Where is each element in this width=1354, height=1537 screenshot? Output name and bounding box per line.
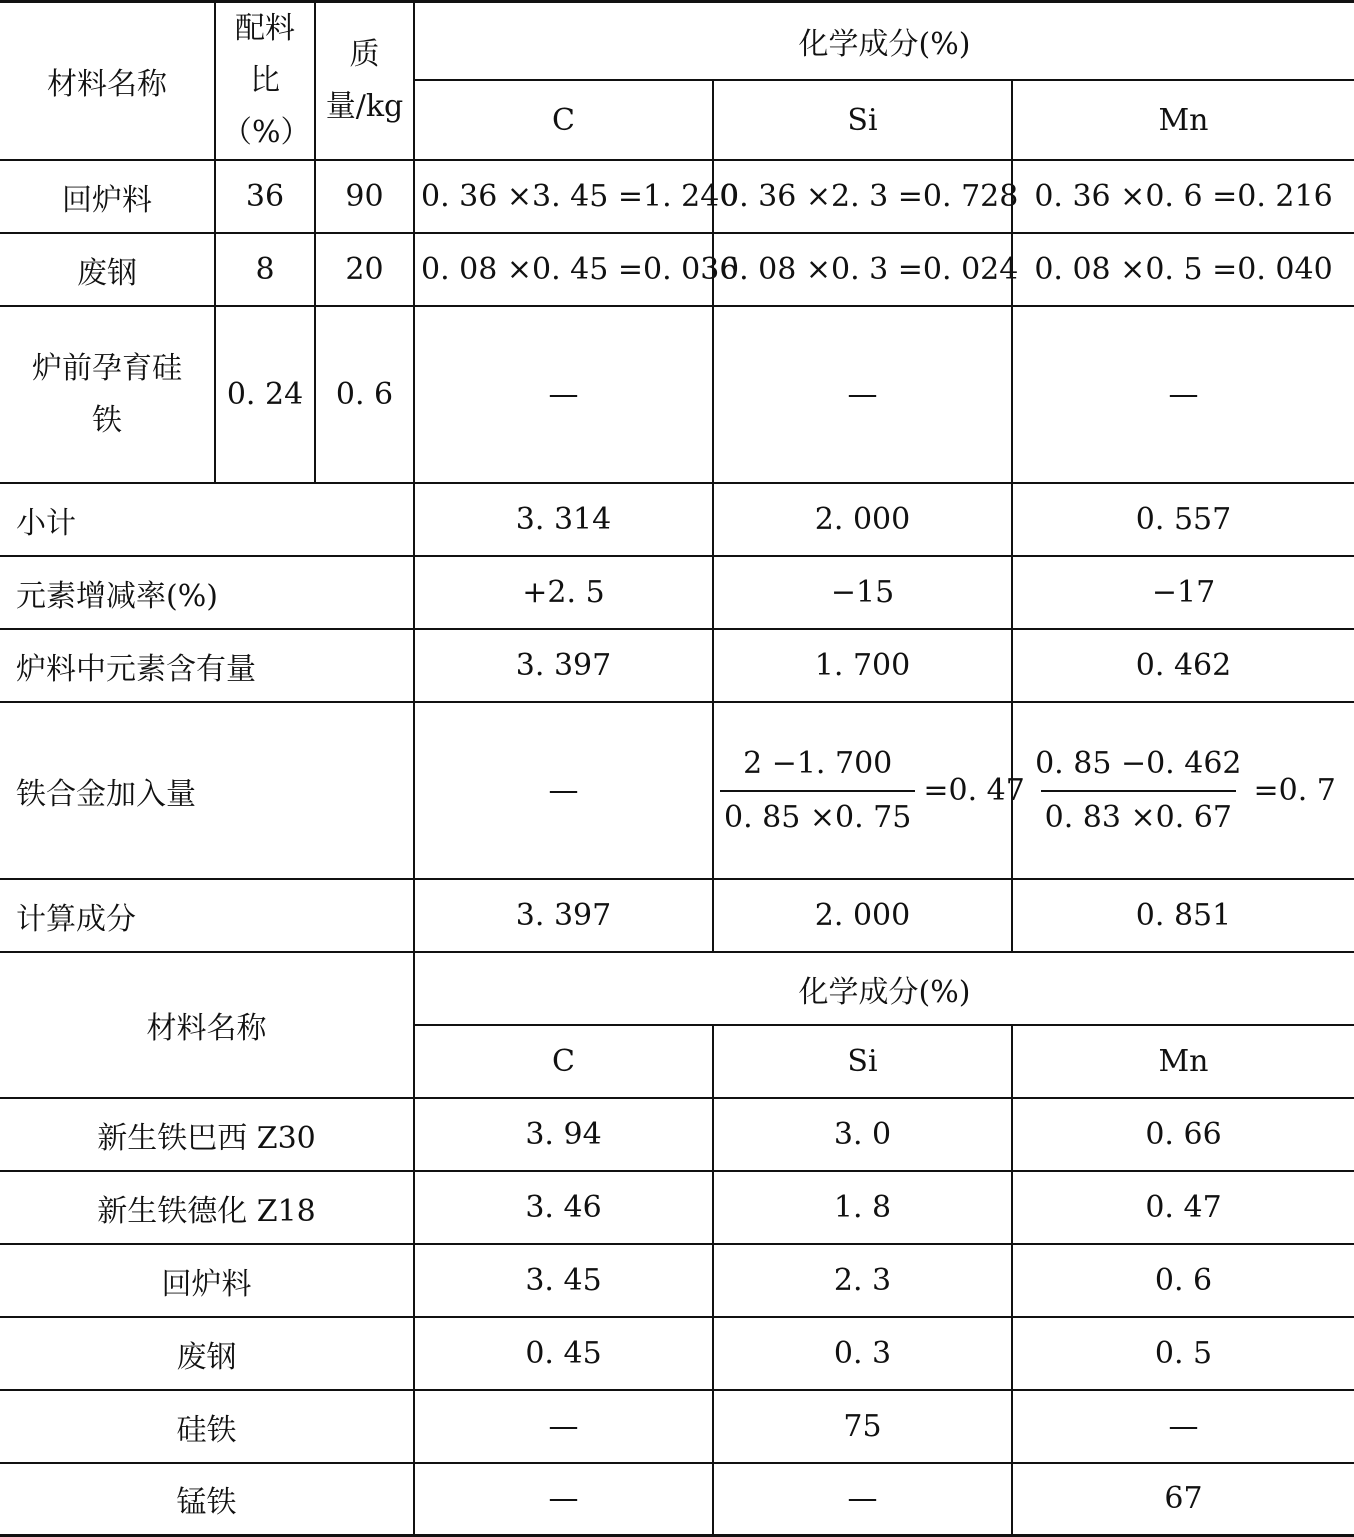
header-material-name: 材料名称: [0, 2, 215, 161]
c-value: 3. 94: [414, 1098, 713, 1171]
mn-value: 0. 08 ×0. 5 =0. 040: [1012, 233, 1354, 306]
table-row: [0, 1317, 1354, 1390]
mn-formula-denominator: 0. 83 ×0. 67: [1041, 790, 1236, 838]
material-name: 新生铁巴西 Z30: [0, 1098, 414, 1171]
table-row: [0, 1171, 1354, 1244]
mn-value: 0. 557: [1012, 483, 1354, 556]
mn-value: 0. 66: [1012, 1098, 1354, 1171]
c-value: 3. 46: [414, 1171, 713, 1244]
si-value: 0. 3: [713, 1317, 1012, 1390]
mn-formula-result: =0. 7: [1253, 773, 1336, 808]
header-mass: 质量/kg: [315, 2, 414, 161]
material-name: 炉前孕育硅铁: [0, 306, 215, 483]
c-value: 3. 397: [414, 879, 713, 952]
ratio-value: 8: [215, 233, 315, 306]
si-value: 0. 08 ×0. 3 =0. 024: [713, 233, 1012, 306]
si-value: —: [713, 306, 1012, 483]
si-value: 0. 36 ×2. 3 =0. 728: [713, 160, 1012, 233]
mn-value: 0. 851: [1012, 879, 1354, 952]
calc-label: 计算成分: [0, 879, 414, 952]
content-label: 炉料中元素含有量: [0, 629, 414, 702]
header2-si: Si: [713, 1025, 1012, 1098]
header2-chemical-composition: 化学成分(%): [414, 952, 1354, 1025]
c-value: 0. 08 ×0. 45 =0. 036: [414, 233, 713, 306]
c-value: 3. 45: [414, 1244, 713, 1317]
table-row: [0, 306, 1354, 483]
c-value: —: [414, 1390, 713, 1463]
table-row: [0, 1390, 1354, 1463]
c-value: 3. 397: [414, 629, 713, 702]
header2-c: C: [414, 1025, 713, 1098]
c-value: +2. 5: [414, 556, 713, 629]
material-name: 废钢: [0, 1317, 414, 1390]
header2-material-name: 材料名称: [0, 952, 414, 1098]
mn-value: —: [1012, 1390, 1354, 1463]
addition-label: 铁合金加入量: [0, 702, 414, 879]
material-name: 新生铁德化 Z18: [0, 1171, 414, 1244]
header-mn: Mn: [1012, 80, 1354, 160]
mn-formula: [1012, 702, 1354, 879]
si-formula: [713, 702, 1025, 879]
mn-value: 0. 462: [1012, 629, 1354, 702]
si-value: 1. 8: [713, 1171, 1012, 1244]
material-name: 回炉料: [0, 1244, 414, 1317]
mn-value: 0. 36 ×0. 6 =0. 216: [1012, 160, 1354, 233]
si-value: 75: [713, 1390, 1012, 1463]
material-name: 废钢: [0, 233, 215, 306]
si-value: 2. 000: [713, 879, 1012, 952]
addition-row: [0, 702, 1354, 879]
c-value: —: [414, 702, 713, 879]
material-name: 锰铁: [0, 1463, 414, 1535]
table-row: [0, 1098, 1354, 1171]
si-value: —: [713, 1463, 1012, 1535]
mn-value: —: [1012, 306, 1354, 483]
si-formula-numerator: 2 −1. 700: [743, 745, 893, 781]
c-value: —: [414, 306, 713, 483]
mn-formula-numerator: 0. 85 −0. 462: [1035, 745, 1242, 781]
material-name: 回炉料: [0, 160, 215, 233]
c-value: 0. 45: [414, 1317, 713, 1390]
mn-value: 0. 5: [1012, 1317, 1354, 1390]
rate-row: [0, 556, 1354, 629]
mn-value: 0. 47: [1012, 1171, 1354, 1244]
subtotal-label: 小计: [0, 483, 414, 556]
calc-row: [0, 879, 1354, 952]
si-formula-denominator: 0. 85 ×0. 75: [720, 790, 915, 838]
header-ratio: 配料比（%）: [215, 2, 315, 161]
header-chemical-composition: 化学成分(%): [414, 2, 1354, 81]
header2-mn: Mn: [1012, 1025, 1354, 1098]
table-row: [0, 1244, 1354, 1317]
table-row: [0, 160, 1354, 233]
si-value: 3. 0: [713, 1098, 1012, 1171]
subtotal-row: [0, 483, 1354, 556]
material-name: 硅铁: [0, 1390, 414, 1463]
c-value: 3. 314: [414, 483, 713, 556]
mass-value: 0. 6: [315, 306, 414, 483]
header-si: Si: [713, 80, 1012, 160]
si-value: 2. 3: [713, 1244, 1012, 1317]
c-value: 0. 36 ×3. 45 =1. 240: [414, 160, 713, 233]
table-row: [0, 1463, 1354, 1535]
mn-value: 0. 6: [1012, 1244, 1354, 1317]
header-c: C: [414, 80, 713, 160]
rate-label: 元素增减率(%): [0, 556, 414, 629]
content-row: [0, 629, 1354, 702]
ratio-value: 36: [215, 160, 315, 233]
mass-value: 90: [315, 160, 414, 233]
si-formula-result: =0. 47: [923, 773, 1025, 808]
c-value: —: [414, 1463, 713, 1535]
si-value: −15: [713, 556, 1012, 629]
mn-value: 67: [1012, 1463, 1354, 1535]
ratio-value: 0. 24: [215, 306, 315, 483]
mass-value: 20: [315, 233, 414, 306]
table-row: [0, 233, 1354, 306]
mn-value: −17: [1012, 556, 1354, 629]
si-value: 1. 700: [713, 629, 1012, 702]
si-value: 2. 000: [713, 483, 1012, 556]
